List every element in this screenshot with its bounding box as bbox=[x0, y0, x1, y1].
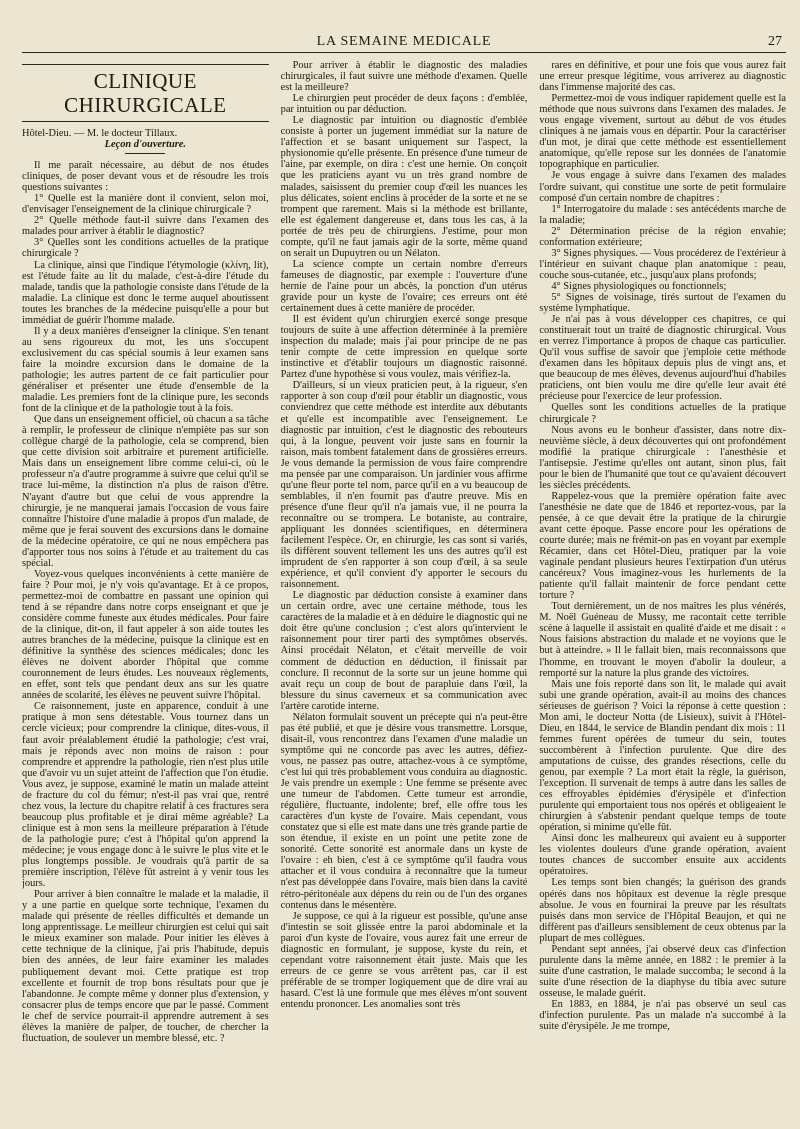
paragraph: Ainsi donc les malheureux qui avaient eu à supporter les violentes douleurs d'une grande opération, avaient toutes chances de succomber ensuite aux accidents opératoires. bbox=[539, 833, 786, 878]
paragraph: Quelles sont les conditions actuelles de la pratique chirurgicale ? bbox=[539, 402, 786, 425]
paragraph: Ce raisonnement, juste en apparence, conduit à une pratique à mon sens détestable. Vous tournez dans un cercle vicieux; pour comprendre la clinique, dites-vous, il faut avoir préalablement étudié la pathologie; c'est vrai, mais je réponds avec non moins de raison : pour comprendre et apprendre la pathologie, rien n'est plus utile que d'avoir vu un sujet atteint de l'affection que l'on étudie. Vous avez, je suppose, examiné le matin un malade atteint de fracture du col du fémur; n'est-il pas vrai que, rentré chez vous, la lecture du chapitre relatif à ces fractures sera beaucoup plus profitable et je dirai même agréable? La clinique est à mon sens la meilleure préparation à l'étude de la pathologie pure; c'est à l'hôpital qu'on apprend la médecine; je vous engage donc à le suivre le plus vite et le plus longtemps possible. Je voudrais qu'à partir de sa première inscription, l'élève fût astreint à y venir tous les jours. bbox=[22, 701, 269, 890]
paragraph: Tout dernièrement, un de nos maîtres les plus vénérés, M. Noël Guéneau de Mussy, me racontait cette terrible scène à laquelle il assistait en qualité d'aide et me disait : « Nous faisions abstraction du malade et ne voyions que le but à atteindre. » Il le fallait bien, mais reconnaissons que l'homme, en trouvant le moyen d'abolir la douleur, a remporté sur la nature la plus grande des victoires. bbox=[539, 601, 786, 679]
paragraph: Mais une fois reporté dans son lit, le malade qui avait subi une grande opération, avait-il au moins des chances sérieuses de guérison ? Voici la réponse à cette question : Mon ami, le docteur Notta (de Lisieux), suivit à l'Hôtel-Dieu, en 1844, le service de Blandin pendant dix mois : 11 femmes furent opérées de tumeur du sein, toutes succombèrent à l'infection purulente. Que dire des amputations de cuisse, des grandes résections, celle du genou, par exemple ? La mort était la règle, la guérison, l'exception. Il survenait de temps à autre dans les salles de ces effroyables épidémies d'érysipèle et d'infection purulente qui emportaient tous nos opérés et obligeaient le chirurgien à s'abstenir pendant quelque temps de toute opération, si minime qu'elle fût. bbox=[539, 678, 786, 834]
paragraph: Nous avons eu le bonheur d'assister, dans notre dix-neuvième siècle, à deux découvertes qui ont profondément modifié la pratique chirurgicale : l'anesthésie et l'antisepsie. J'estime qu'elles ont autant, sinon plus, fait pour le bien de l'humanité que tout ce qu'avaient découvert les siècles précédents. bbox=[539, 424, 786, 491]
paragraph: Pour arriver à bien connaître le malade et la maladie, il y a une partie en quelque sorte technique, l'examen du malade qui présente de réelles difficultés et demande un long apprentissage. Le meilleur chirurgien est celui qui sait le mieux examiner son malade. Pour initier les élèves à cette technique de la clinique, j'ai pris l'habitude, depuis bien des années, de leur faire examiner les malades publiquement devant moi. Cette pratique est trop excellente et fournit de trop bons résultats pour que je l'abandonne. Je compte même y donner plus d'extension, y consacrer plus de temps encore que par le passé. Comment le chef de service pourrait-il apprendre autrement à ses élèves la manière de palper, de toucher, de chercher la fluctuation, de soulever un membre blessé, etc. ? bbox=[22, 889, 269, 1044]
paragraph: Il me paraît nécessaire, au début de nos études cliniques, de poser devant vous et de résoudre les trois questions suivantes : bbox=[22, 160, 269, 194]
paragraph: Il est évident qu'un chirurgien exercé songe presque toujours de suite à une affection déterminée à la première inspection du malade; mais j'ai pour principe de ne pas tenir compte de cette impression en quelque sorte instinctive et d'établir toujours un diagnostic raisonné. Partez d'une hypothèse si vous voulez, mais vérifiez-la. bbox=[280, 314, 528, 381]
paragraph: Je vous engage à suivre dans l'examen des malades l'ordre suivant, qui constitue une sorte de petit formulaire composé d'un certain nombre de chapitres : bbox=[539, 170, 786, 204]
divider bbox=[125, 153, 165, 154]
column-3 bbox=[539, 60, 786, 1121]
paragraph: Je n'ai pas à vous développer ces chapitres, ce qui constituerait tout un traité de diagnostic chirurgical. Vous en verrez l'importance à propos de chaque cas particulier. Qu'il vous suffise de savoir que j'emploie cette méthode d'examen dans les hôpitaux depuis plus de vingt ans, et que beaucoup de mes élèves, devenus aujourd'hui d'habiles praticiens, ont bien voulu me dire qu'elle leur avait été précieuse pour l'exercice de leur profession. bbox=[539, 314, 786, 403]
paragraph: 4° Signes physiologiques ou fonctionnels; bbox=[551, 280, 727, 292]
paragraph: Je suppose, ce qui à la rigueur est possible, qu'une anse d'intestin se soit glissée entre la paroi abdominale et la paroi d'un kyste de l'ovaire, vous aurez fait une erreur de diagnostic en formulant, je suppose, kyste du rein, et cependant votre raisonnement était juste. Mais que les erreurs de ce genre se vous arrêtent pas, car il est préférable de se tromper logiquement que de dire vrai au hasard. C'est là une formule que mes élèves m'ont souvent entendu prononcer. Les anomalies sont très bbox=[280, 910, 528, 1010]
paragraph: Pendant sept années, j'ai observé deux cas d'infection purulente dans la même année, en 1882 : le premier à la suite d'une castration, le malade succomba; le second à la suite d'une résection de la diaphyse du tibia avec suture osseuse, le malade guérit. bbox=[539, 943, 786, 999]
paragraph: 2° Détermination précise de la région envahie; conformation extérieure; bbox=[539, 225, 786, 248]
paragraph: 3° Signes physiques. — Vous procéderez de l'extérieur à l'intérieur en suivant chaque plan anatomique : peau, couche sous-cutanée, etc., jusqu'aux plans profonds; bbox=[539, 247, 786, 281]
paragraph: rares en définitive, et pour une fois que vous aurez fait une erreur presque légitime, vous arriverez au diagnostic dans l'immense majorité des cas. bbox=[539, 60, 786, 94]
paragraph: 1° Quelle est la manière dont il convient, selon moi, d'envisager l'enseignement de la clinique chirurgicale ? bbox=[22, 193, 269, 216]
column-2 bbox=[281, 60, 528, 1121]
paragraph: Le diagnostic par intuition ou diagnostic d'emblée consiste à porter un jugement immédiat sur la nature de l'affection et se basant uniquement sur l'aspect, la physionomie qu'elle présente. En présence d'une tumeur de l'aine, par exemple, on dira : c'est une hernie. On conçoit que les praticiens ayant vu un très grand nombre de malades, saisissent du premier coup d'œil les nuances les plus délicates, soient enclins à procéder de la sorte et ne se trompent que rarement. Mais si la méthode est brillante, elle est également dangereuse et, dans tous les cas, à la portée de très peu de chirurgiens. J'estime, pour mon compte, qu'il ne faut jamais agir de la sorte, même quand on serait un Dupuytren ou un Nélaton. bbox=[280, 115, 528, 259]
paragraph: 2° Quelle méthode faut-il suivre dans l'examen des malades pour arriver à établir le diagnostic? bbox=[22, 215, 269, 238]
paragraph: En 1883, en 1884, je n'ai pas observé un seul cas d'infection purulente. Pas un malade n'a succombé à la suite d'érysipèle. Je me trompe, bbox=[539, 998, 786, 1033]
article-columns bbox=[22, 60, 786, 1121]
paragraph: Rappelez-vous que la première opération faite avec l'anesthésie ne date que de 1846 et reportez-vous, par la pensée, à ce que devait être la pratique de la chirurgie avant cette époque. Passe encore pour les opérations de courte durée; mais ne frémit-on pas en voyant par exemple Récamier, dans cet Hôtel-Dieu, pratiquer par la voie vaginale pendant plusieurs heures l'extirpation d'un utérus cancéreux? Vous imaginez-vous les hurlements de la patiente qu'il fallait maintenir de force pendant cette torture ? bbox=[539, 490, 786, 602]
paragraph: La science compte un certain nombre d'erreurs fameuses de diagnostic, par exemple : l'ouverture d'une hernie de l'aine pour un abcès, la ponction d'un utérus gravide pour un kyste de l'ovaire; ces erreurs ont été certainement dues à cette manière de procéder. bbox=[280, 258, 528, 315]
page-number: 27 bbox=[768, 34, 782, 49]
paragraph: Voyez-vous quelques inconvénients à cette manière de faire ? Pour moi, je n'y vois qu'avantage. Et à ce propos, permettez-moi de combattre en passant une opinion qui tend à se répandre dans notre corps enseignant et que je considère comme funeste aux études médicales. Pour faire de la clinique, dit-on, il faut appeler à son aide toutes les autres branches de la médecine, puisque la clinique est en définitive la synthèse des sciences médicales; donc les élèves ne doivent aborder l'hôpital que comme couronnement de leurs études. Les nouveaux règlements, en effet, sont tels que pendant deux ans sur les quatre années de scolarité, les élèves ne peuvent suivre l'hôpital. bbox=[22, 568, 269, 702]
paragraph: 3° Quelles sont les conditions actuelles de la pratique chirurgicale ? bbox=[22, 237, 269, 260]
paragraph: Les temps sont bien changés; la guérison des grands opérés dans nos hôpitaux est devenue la règle presque absolue. Je vous en fournirai la preuve par les résultats puisés dans mon service de l'Hôpital Beaujon, et qui ne diffèrent pas d'ailleurs sensiblement de ceux obtenus par la plupart de mes collègues. bbox=[539, 877, 786, 944]
journal-title: LA SEMAINE MEDICALE bbox=[316, 34, 492, 49]
column-1 bbox=[22, 60, 269, 1121]
byline: Hôtel-Dieu. — M. le docteur Tillaux. bbox=[22, 128, 178, 139]
paragraph: Il y a deux manières d'enseigner la clinique. S'en tenant au sens rigoureux du mot, les uns s'occupent exclusivement du cas spécial soumis à leur examen sans faire la moindre excursion dans le domaine de la pathologie; les autres partent de ce fait particulier pour généraliser et présenter une étude d'ensemble de la maladie. Les premiers font de la clinique pure, les seconds font de la clinique et de la pathologie tout à la fois. bbox=[22, 325, 269, 415]
paragraph: 1° Interrogatoire du malade : ses antécédents marche de la maladie; bbox=[539, 203, 786, 226]
paragraph: 5° Signes de voisinage, tirés surtout de l'examen du système lymphatique. bbox=[539, 291, 786, 315]
paragraph: Pour arriver à établir le diagnostic des maladies chirurgicales, il faut suivre une méthode d'examen. Quelle est la meilleure? bbox=[280, 60, 528, 94]
paragraph: Le diagnostic par déduction consiste à examiner dans un certain ordre, avec une certaine méthode, tous les caractères de la maladie et à en déduire le diagnostic qui ne doit être qu'une conclusion ; c'est alors qu'intervient le raisonnement pour tirer parti des symptômes observés. Ainsi procédait Nélaton, et c'était merveille de voir comment de déduction en déduction, il finissait par conclure. Il reconnut de la sorte sur un jeune homme qui avait reçu un coup de bout de parapluie dans l'œil, la blessure du sinus caverneux et sa communication avec l'artère carotide interne. bbox=[280, 590, 528, 712]
paragraph: D'ailleurs, si un vieux praticien peut, à la rigueur, s'en rapporter à son coup d'œil pour établir un diagnostic, vous conviendrez que cette méthode est interdite aux débutants et qu'elle est incompatible avec l'enseignement. Le diagnostic par intuition, c'est le diagnostic des rebouteurs qui, à la longue, peuvent voir juste sans en fournir la raison, mais tombent fatalement dans de grossières erreurs. Je vous demande la permission de vous faire comprendre ma pensée par une comparaison. Un jardinier vous affirme qu'une fleur porte tel nom, parce qu'il en a vu beaucoup de semblables, il n'en fournit pas d'autre preuve. Mis en présence d'une fleur qu'il n'a jamais vue, il ne pourra la reconnaître ou se trompera. Le botaniste, au contraire, appliquant les données scientifiques, en déterminera facilement l'espèce. Or, en chirurgie, les cas sont si variés, ils diffèrent souvent tellement les uns des autres qu'il est imprudent de s'en rapporter à son coup d'œil, à sa seule expérience, et qu'il convient d'y apporter le secours du raisonnement. bbox=[280, 380, 528, 591]
paragraph: La clinique, ainsi que l'indique l'étymologie (κλίνη, lit), est l'étude faite au lit du malade, c'est-à-dire l'étude du malade, tandis que la pathologie consiste dans l'étude de la maladie. La clinique est donc le terme auquel aboutissent toutes les branches de la médecine puisqu'elle a pour but immédiat de guérir l'homme malade. bbox=[22, 259, 269, 326]
lecture-title: Leçon d'ouverture. bbox=[104, 139, 187, 151]
section-title: CLINIQUE CHIRURGICALE bbox=[22, 64, 269, 122]
paragraph: Permettez-moi de vous indiquer rapidement quelle est la méthode que nous suivrons dans l'examen des malades. Je vous engage vivement, surtout au début de vos études cliniques à ne jamais vous en départir. Pour la caractériser d'un mot, je dirai que cette méthode est essentiellement anatomique, qu'elle repose sur les données de l'anatomie topographique en particulier. bbox=[539, 93, 786, 171]
running-header bbox=[22, 34, 786, 53]
paragraph: Le chirurgien peut procéder de deux façons : d'emblée, par intuition ou par déduction. bbox=[280, 93, 528, 116]
paragraph: Nélaton formulait souvent un précepte qui n'a peut-être pas été publié, et que je désire vous transmettre. Lorsque, disait-il, vous rencontrez dans l'examen d'une maladie un symptôme qui ne concorde pas avec les autres, défiez-vous, ne passez pas outre, attachez-vous à ce symptôme, c'est lui qui très probablement vous conduira au diagnostic. Je vais prendre un exemple : Une femme se présente avec une tumeur de l'abdomen. Cette tumeur est arrondie, régulière, fluctuante, indolente; bref, elle offre tous les caractères d'un kyste de l'ovaire. Mais cependant, vous constatez que si elle est mate dans une très grande partie de son étendue, il existe en un point une petite zone de sonorité. Cette sonorité est anormale dans un kyste de l'ovaire : eh bien, c'est à ce symptôme qu'il faudra vous attacher et il vous conduira à reconnaître que la tumeur n'est pas développée dans l'ovaire, mais bien dans la cavité rétro-péritonéale aux dépens du rein ou de l'un des organes contenus dans le mésentère. bbox=[280, 711, 528, 911]
paragraph: Que dans un enseignement officiel, où chacun a sa tâche à remplir, le professeur de clinique n'empiète pas sur son collègue chargé de la pathologie, cela se comprend, bien que cette division soit arbitraire et purement artificielle. Mais dans un enseignement libre comme celui-ci, où le professeur n'a d'autre programme à suivre que celui qu'il se trace lui-même, la distinction n'a plus de raison d'être. N'ayant d'autre but que celui de vous apprendre la chirurgie, je ne manquerai jamais l'occasion de vous faire connaître l'histoire d'une maladie à propos d'un malade, de même que je ferai souvent des excursions dans le domaine de la médecine opératoire, ce qui ne nous empêchera pas d'apporter tous nos soins à l'étude et au traitement du cas spécial. bbox=[22, 414, 269, 569]
